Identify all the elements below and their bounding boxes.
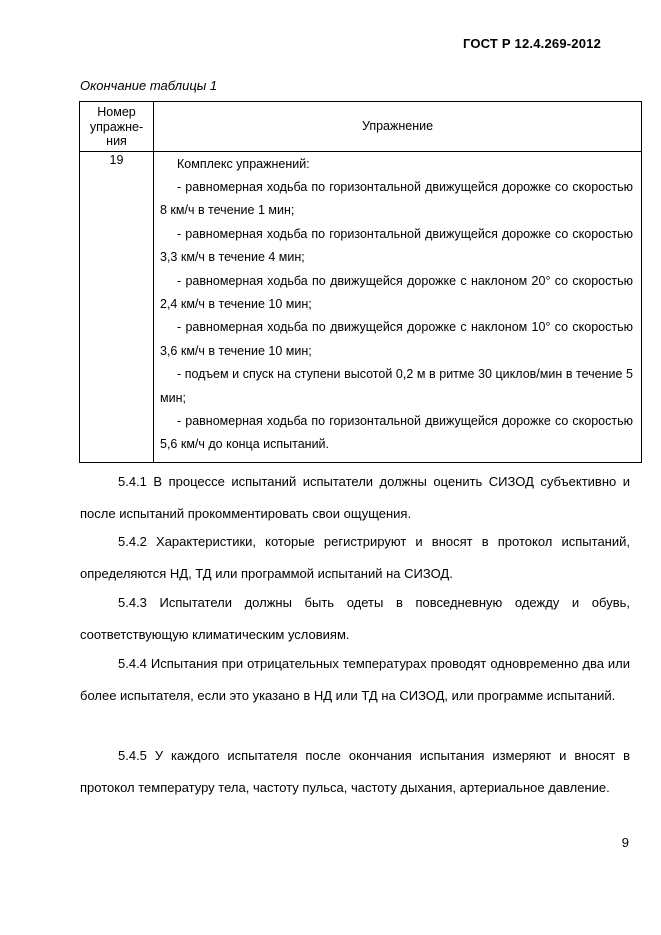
row-number: 19 xyxy=(80,151,154,462)
paragraph-5-4-2 xyxy=(80,526,630,590)
table-header-row xyxy=(80,102,642,152)
table-caption: Окончание таблицы 1 xyxy=(80,78,218,93)
exercise-item: - равномерная ходьба по движущейся дорожке с наклоном 20° со скоростью 2,4 км/ч в течение 10 мин; xyxy=(160,273,633,311)
exercise-table xyxy=(79,101,642,463)
header-number-line-1: Номер xyxy=(97,105,136,119)
column-header-exercise: Упражнение xyxy=(154,102,642,152)
exercise-title: Комплекс упражнений: xyxy=(177,156,310,171)
paragraph-text: 5.4.2 Характеристики, которые регистрируют и вносят в протокол испытаний, определяются НД, ТД или программой испытаний на СИЗОД. xyxy=(80,534,630,581)
exercise-item: - равномерная ходьба по горизонтальной движущейся дорожке со скоростью 5,6 км/ч до конца испытаний. xyxy=(160,413,633,452)
header-number-line-2: упражне- xyxy=(89,119,144,134)
exercise-item: - равномерная ходьба по движущейся дорожке с наклоном 10° со скоростью 3,6 км/ч в течение 10 мин; xyxy=(160,320,633,358)
paragraph-5-4-5 xyxy=(80,740,630,804)
page-number: 9 xyxy=(621,835,629,850)
exercise-description xyxy=(154,151,642,462)
paragraph-text: 5.4.5 У каждого испытателя после окончания испытания измеряют и вносят в протокол температуру тела, частоту пульса, частоту дыхания, артериальное давление. xyxy=(80,748,630,795)
exercise-item: - равномерная ходьба по горизонтальной движущейся дорожке со скоростью 8 км/ч в течение 1 мин; xyxy=(160,179,633,218)
column-header-number xyxy=(80,102,154,152)
exercise-item: - подъем и спуск на ступени высотой 0,2 м в ритме 30 циклов/мин в течение 5 мин; xyxy=(160,367,633,405)
header-number-line-3: ния xyxy=(106,134,127,148)
paragraph-text: 5.4.3 Испытатели должны быть одеты в повседневную одежду и обувь, соответствующую климатическим условиям. xyxy=(80,595,630,642)
paragraph-text: 5.4.4 Испытания при отрицательных температурах проводят одновременно два или более испытателя, если это указано в НД или ТД на СИЗОД, или программе испытаний. xyxy=(80,656,630,703)
paragraph-5-4-1 xyxy=(80,466,630,530)
paragraph-5-4-3 xyxy=(80,587,630,651)
paragraph-5-4-4 xyxy=(80,648,630,712)
document-code: ГОСТ Р 12.4.269-2012 xyxy=(462,36,601,51)
exercise-item: - равномерная ходьба по горизонтальной движущейся дорожке со скоростью 3,3 км/ч в течение 4 мин; xyxy=(160,226,633,265)
table-row xyxy=(80,151,642,462)
paragraph-text: 5.4.1 В процессе испытаний испытатели должны оценить СИЗОД субъективно и после испытаний прокомментировать свои ощущения. xyxy=(80,474,630,521)
